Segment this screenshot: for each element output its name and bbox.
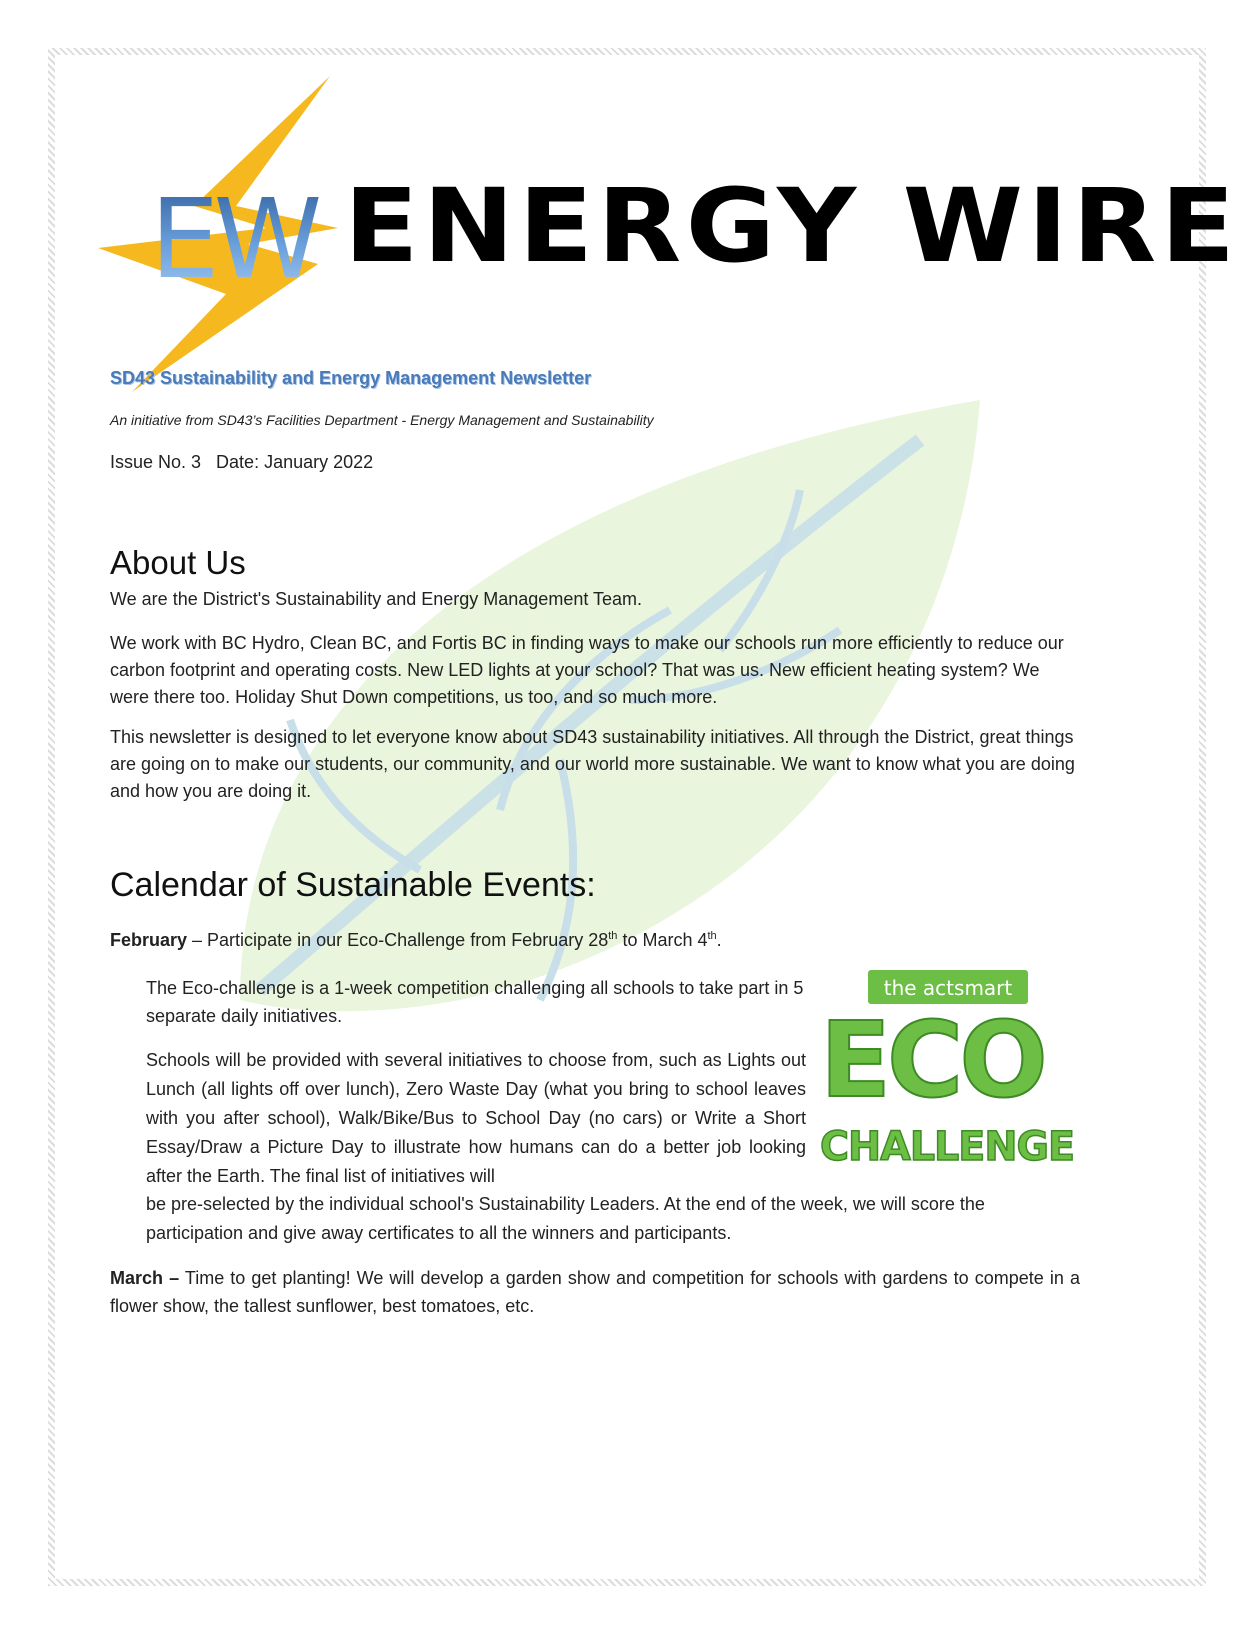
newsletter-subtitle: SD43 Sustainability and Energy Management Newsletter: [110, 368, 592, 388]
eco-challenge-paragraph-1: The Eco-challenge is a 1-week competition challenging all schools to take part in 5 separate daily initiatives.: [146, 978, 804, 1026]
eco-logo-banner: the actsmart: [883, 976, 1013, 1000]
february-sup-a: th: [608, 930, 618, 942]
march-text: Time to get planting! We will develop a garden show and competition for schools with gardens to compete in a flower show, the tallest sunflower, best tomatoes, etc.: [110, 1268, 1080, 1316]
about-paragraph-2: We work with BC Hydro, Clean BC, and Fortis BC in finding ways to make our schools run more efficiently to reduce our carbon footprint and operating costs. New LED lights at your school? That was us. New efficient heating system? We were there too. Holiday Shut Down competitions, us too, and so much more.: [110, 633, 1064, 707]
calendar-heading: Calendar of Sustainable Events:: [110, 866, 596, 904]
ew-logo-text: EW: [150, 185, 317, 303]
february-label: February: [110, 930, 188, 950]
ew-logo: [150, 185, 350, 305]
newsletter-title: ENERGY WIRE: [344, 167, 1240, 286]
about-heading: About Us: [110, 544, 246, 581]
eco-logo-word2: CHALLENGE: [820, 1124, 1074, 1170]
march-label: March –: [110, 1268, 180, 1288]
initiative-line: An initiative from SD43’s Facilities Department - Energy Management and Sustainability: [110, 412, 654, 428]
march-event: [110, 1264, 1080, 1320]
february-text-b: to March 4: [617, 930, 708, 950]
issue-line: Issue No. 3 Date: January 2022: [110, 452, 374, 472]
february-sup-b: th: [707, 930, 717, 942]
eco-challenge-paragraph-2-continued: be pre-selected by the individual school's Sustainability Leaders. At the end of the week, we will score the participation and give away certificates to all the winners and participants.: [146, 1194, 985, 1243]
eco-challenge-paragraph-2: Schools will be provided with several initiatives to choose from, such as Lights out Lunch (all lights off over lunch), Zero Waste Day (what you bring to school leaves with you after school), Walk/Bike/Bus to School Day (no cars) or Write a Short Essay/Draw a Picture Day to illustrate how humans can do a better job looking after the Earth. The final list of initiatives will: [146, 1050, 806, 1186]
eco-logo-word1: ECO: [820, 999, 1044, 1121]
february-event: [110, 930, 1010, 951]
about-paragraph-3: This newsletter is designed to let everyone know about SD43 sustainability initiatives. All through the District, great things are going on to make our students, our community, and our world more sustainable. We want to know what you are doing and how you are doing it.: [110, 727, 1075, 801]
eco-challenge-logo: [818, 966, 1078, 1172]
about-paragraph-1: We are the District's Sustainability and Energy Management Team.: [110, 589, 643, 609]
february-text-c: .: [716, 930, 722, 950]
february-text-a: – Participate in our Eco-Challenge from February 28: [187, 930, 609, 950]
